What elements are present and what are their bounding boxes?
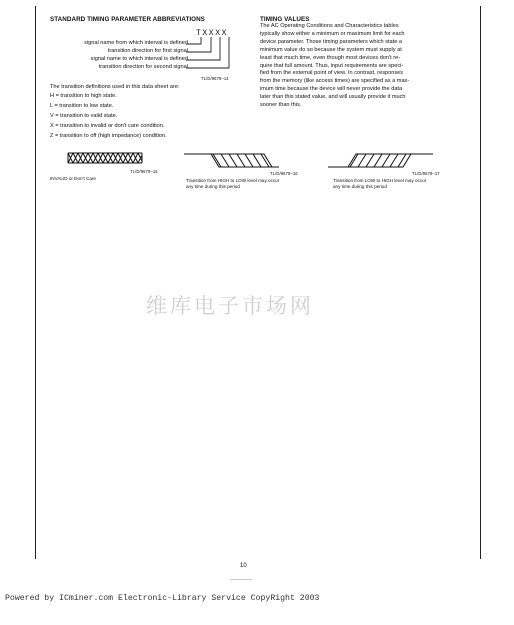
left-heading: STANDARD TIMING PARAMETER ABBREVIATIONS xyxy=(50,16,205,23)
low-to-high-waveform xyxy=(328,151,448,171)
timing-line: fied from the external point of view. In contrast, responses xyxy=(260,70,404,77)
timing-line: device parameter. Those timing parameters which state a xyxy=(260,38,402,45)
abbrev-figure-ref: TL/D/9679–14 xyxy=(201,76,229,81)
timing-line: The AC Operating Conditions and Characteristics tables xyxy=(260,23,399,29)
invalid-waveform xyxy=(62,150,152,166)
timing-line: quire that full amount. Thus, input requirements are speci- xyxy=(260,62,404,69)
abbrev-label-4: transition direction for second signal xyxy=(98,64,188,70)
timing-values-paragraph xyxy=(260,23,465,110)
definition-h: H = transition to high state. xyxy=(50,93,117,99)
abbrev-label-1: signal name from which interval is defined xyxy=(84,40,188,46)
figure-15-ref: TL/D/9679–15 xyxy=(130,169,158,174)
watermark: 维库电子市场网 xyxy=(146,294,314,318)
definitions-intro: The transition definitions used in this data sheet are: xyxy=(50,84,180,90)
figure-16-caption-1: Transition from HIGH to LOW level may occur xyxy=(186,178,280,183)
timing-line: from the memory (like access times) are specified as a max- xyxy=(260,78,410,85)
timing-line: minimum value do so because the system must supply at xyxy=(260,46,402,53)
rule xyxy=(230,579,252,580)
abbrev-label-2: transition direction for first signal xyxy=(107,48,188,54)
timing-line: sooner than this. xyxy=(260,102,302,109)
definition-z: Z = transition to off (high impedance) condition. xyxy=(50,133,167,139)
figure-17-caption-1: Transition from LOW to HIGH level may occur xyxy=(333,178,427,183)
abbrev-symbol: TXXXX xyxy=(196,29,229,38)
footer-credit: Powered by ICminer.com Electronic-Library Service CopyRight 2003 xyxy=(5,594,320,603)
timing-line: imum time because the device will never provide the data xyxy=(260,86,403,93)
figure-17-caption-2: any time during this period xyxy=(333,184,387,189)
definition-l: L = transition to low state. xyxy=(50,103,114,109)
figure-15-caption: INVALID or Don't Care xyxy=(50,176,96,181)
figure-16-caption-2: any time during this period xyxy=(186,184,240,189)
figure-16-ref: TL/D/9679–16 xyxy=(270,171,298,176)
page-number: 10 xyxy=(240,563,247,569)
timing-line: typically show either a minimum or maximum limit for each xyxy=(260,30,405,37)
abbrev-bracket-lines xyxy=(186,36,236,72)
timing-line: least that much time, even though most devices don't re- xyxy=(260,54,401,61)
abbrev-label-3: signal name to which interval is defined xyxy=(90,56,188,62)
high-to-low-waveform xyxy=(184,151,304,171)
right-heading: TIMING VALUES xyxy=(260,16,310,23)
figure-17-ref: TL/D/9679–17 xyxy=(412,171,440,176)
timing-line: later than this stated value, and will usually provide it much xyxy=(260,94,406,101)
definition-v: V = transition to valid state. xyxy=(50,113,118,119)
definition-x: X = transition to invalid or don't care condition. xyxy=(50,123,165,129)
